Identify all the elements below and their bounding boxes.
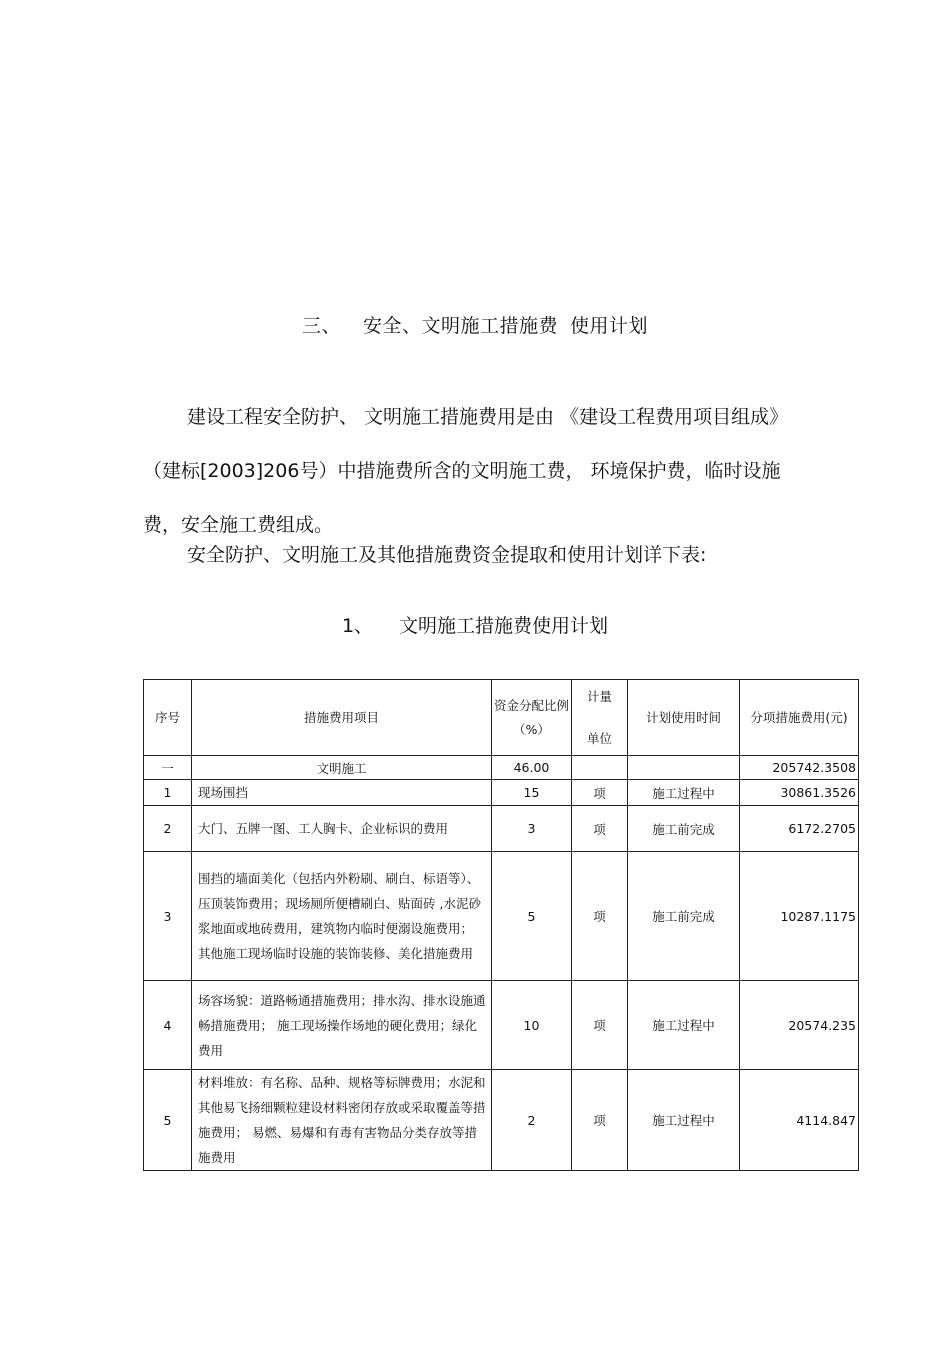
section-title-main: 安全、文明施工措施费 <box>362 315 558 337</box>
fee-plan-table <box>143 679 859 1171</box>
section-number: 三、 <box>301 315 341 337</box>
table-intro-paragraph: 安全防护、文明施工及其他措施费资金提取和使用计划详下表: <box>187 544 707 566</box>
row-item: 大门、五牌一图、工人胸卡、企业标识的费用 <box>192 806 492 852</box>
row-time: 施工前完成 <box>628 806 740 852</box>
table-heading-text: 文明施工措施费使用计划 <box>399 615 609 637</box>
header-cost: 分项措施费用(元) <box>740 680 859 756</box>
row-ratio: 2 <box>492 1070 572 1171</box>
row-item: 场容场貌：道路畅通措施费用；排水沟、排水设施通畅措施费用； 施工现场操作场地的硬化费用；绿化费用 <box>192 981 492 1070</box>
row-unit <box>572 756 628 780</box>
row-item: 现场围挡 <box>192 780 492 806</box>
row-seq: 一 <box>144 756 192 780</box>
table-header-row <box>144 680 859 756</box>
row-seq: 5 <box>144 1070 192 1171</box>
row-cost: 30861.3526 <box>740 780 859 806</box>
row-cost: 4114.847 <box>740 1070 859 1171</box>
header-unit <box>572 680 628 756</box>
table-heading <box>0 611 950 638</box>
row-ratio: 46.00 <box>492 756 572 780</box>
row-unit: 项 <box>572 780 628 806</box>
row-time: 施工过程中 <box>628 780 740 806</box>
row-unit: 项 <box>572 1070 628 1171</box>
row-seq: 2 <box>144 806 192 852</box>
row-item: 围挡的墙面美化（包括内外粉刷、刷白、标语等）、压顶装饰费用；现场厕所便槽刷白、贴面砖 ,水泥砂浆地面或地砖费用，建筑物内临时便溺设施费用； 其他施工现场临时设施的装饰装修、美化措施费用 <box>192 852 492 981</box>
header-unit-line1: 计量 <box>586 688 612 704</box>
intro-paragraph: 建设工程安全防护、 文明施工措施费用是由 《建设工程费用项目组成》（建标[2003]206号）中措施费所含的文明施工费， 环境保护费，临时设施费，安全施工费组成。 <box>143 406 789 536</box>
header-unit-line2: 单位 <box>586 730 612 746</box>
row-ratio: 3 <box>492 806 572 852</box>
table-row <box>144 806 859 852</box>
table-row <box>144 1070 859 1171</box>
row-unit: 项 <box>572 852 628 981</box>
row-unit: 项 <box>572 806 628 852</box>
row-seq: 1 <box>144 780 192 806</box>
section-heading <box>0 311 950 338</box>
header-seq: 序号 <box>144 680 192 756</box>
row-cost: 205742.3508 <box>740 756 859 780</box>
header-item: 措施费用项目 <box>192 680 492 756</box>
row-ratio: 10 <box>492 981 572 1070</box>
row-seq: 4 <box>144 981 192 1070</box>
row-time: 施工前完成 <box>628 852 740 981</box>
row-cost: 10287.1175 <box>740 852 859 981</box>
section-title-tail: 使用计划 <box>570 315 649 337</box>
row-seq: 3 <box>144 852 192 981</box>
row-ratio: 5 <box>492 852 572 981</box>
table-row <box>144 780 859 806</box>
row-cost: 20574.235 <box>740 981 859 1070</box>
row-time: 施工过程中 <box>628 981 740 1070</box>
table-row <box>144 756 859 780</box>
row-unit: 项 <box>572 981 628 1070</box>
table-heading-number: 1、 <box>341 615 374 637</box>
table-row <box>144 852 859 981</box>
header-time: 计划使用时间 <box>628 680 740 756</box>
row-time: 施工过程中 <box>628 1070 740 1171</box>
header-ratio: 资金分配比例（%） <box>492 680 572 756</box>
table-row <box>144 981 859 1070</box>
row-time <box>628 756 740 780</box>
row-item: 文明施工 <box>192 756 492 780</box>
row-cost: 6172.2705 <box>740 806 859 852</box>
row-item: 材料堆放：有名称、品种、规格等标牌费用；水泥和其他易飞扬细颗粒建设材料密闭存放或采取覆盖等措施费用； 易燃、易爆和有毒有害物品分类存放等措施费用 <box>192 1070 492 1171</box>
row-ratio: 15 <box>492 780 572 806</box>
